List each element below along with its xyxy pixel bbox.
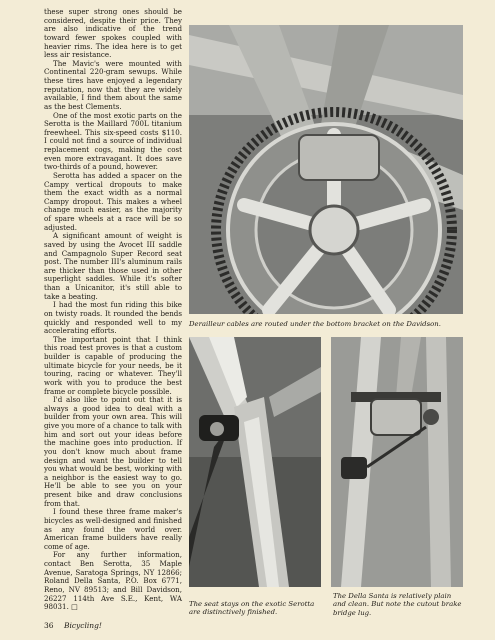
article-paragraph: I had the most fun riding this bike on twisty roads. It rounded the bends quickly and responded well to my accelerating efforts. [44,300,182,336]
article-paragraph: A significant amount of weight is saved by using the Avocet III saddle and Campagnolo Super Record seat post. The number III's aluminum rails are thicker than those used in other superlight saddles. While it's softer than a Unicanitor, it's still able to take a beating. [44,231,182,301]
photo-bottom-bracket [189,25,463,314]
magazine-name: Bicycling! [63,621,102,630]
article-paragraph: One of the most exotic parts on the Serotta is the Maillard 700L titanium freewheel. This six-speed costs $110. I could not find a source of individual replacement cogs, making the cost even more extravagant. It does save two-thirds of a pound, however. [44,110,182,172]
caption-bottom-left-photo: The seat stays on the exotic Serotta are distinctively finished. [189,600,315,617]
caption-bottom-right-photo: The Della Santa is relatively plain and clean. But note the cutout brake bridge lug. [333,592,462,617]
article-paragraph: I'd also like to point out that it is always a good idea to deal with a builder from your own area. This will give you more of a chance to talk with him and sort out your ideas before the machine goes into production. If you don't know much about frame design and want the builder to tell you what would be best, working with a neighbor is the easiest way to go. He'll be able to see you on your present bike and draw conclusions from that. [44,395,182,508]
article-text-column [44,8,182,612]
article-paragraph: The important point that I think this road test proves is that a custom builder is capable of producing the ultimate bicycle for your needs, be it touring, racing or whatever. They'll work with you to produce the best frame or complete bicycle possible. [44,334,182,396]
photo-seat-stays [189,337,321,587]
article-paragraph: these super strong ones should be considered, despite their price. They are also indicative of the trend toward fewer spokes coupled with heavier rims. The idea here is to get less air resistance. [44,7,182,60]
article-paragraph: Serotta has added a spacer on the Campy vertical dropouts to make them the exact width as a normal Campy dropout. This makes a wheel change much easier, as the majority of spare wheels at a race will be so adjusted. [44,170,182,232]
page-number: 36 [44,621,54,630]
photo-brake-bridge [331,337,463,587]
article-paragraph: For any further information, contact Ben Serotta, 35 Maple Avenue, Saratoga Springs, NY 12866; Roland Della Santa, P.O. Box 6771, Reno, NV 89513; and Bill Davidson, 26227 114th Ave S.E., Kent, WA 98031. □ [44,550,182,612]
folio [44,621,102,630]
caption-top-photo: Derailleur cables are routed under the bottom bracket on the Davidson. [189,320,441,328]
article-paragraph: The Mavic's were mounted with Continental 220-gram sewups. While these tires have enjoyed a legendary reputation, now that they are widely available, I find them about the same as the best Clements. [44,58,182,111]
article-paragraph: I found these three frame maker's bicycles as well-designed and finished as any found the world over. American frame builders have really come of age. [44,507,182,551]
